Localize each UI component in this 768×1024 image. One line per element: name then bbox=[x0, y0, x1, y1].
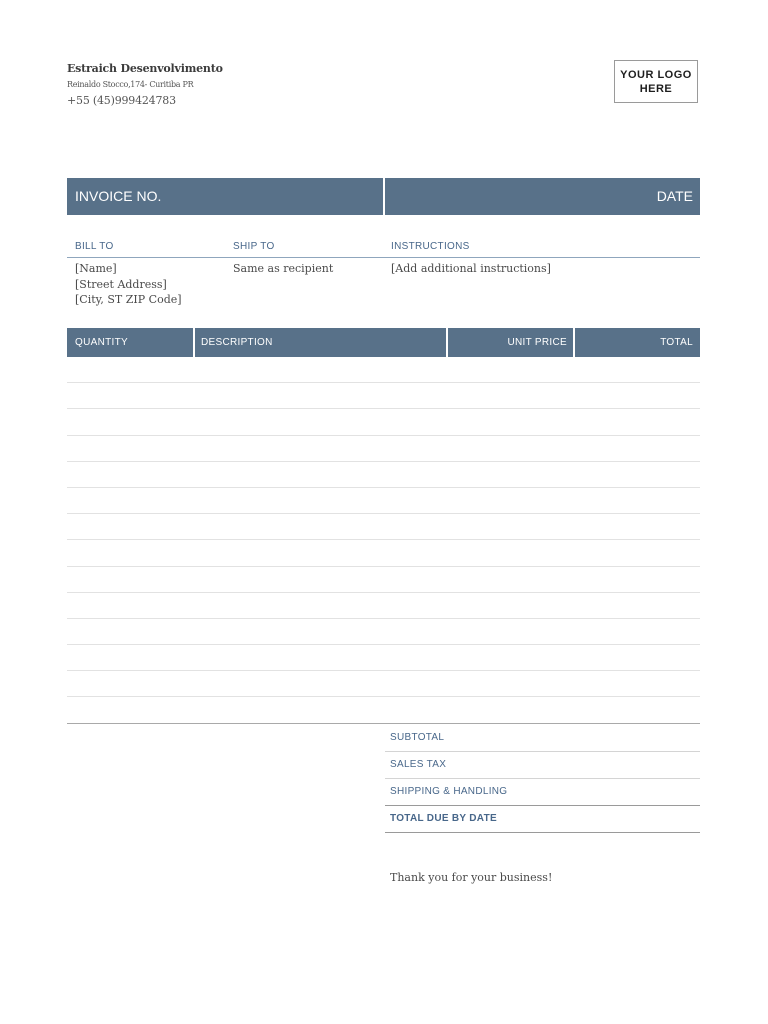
instructions-heading: INSTRUCTIONS bbox=[391, 241, 470, 252]
ship-to-text: Same as recipient bbox=[233, 262, 334, 275]
shipping-handling-label: SHIPPING & HANDLING bbox=[385, 779, 700, 806]
invoice-number-label: INVOICE NO. bbox=[75, 188, 162, 204]
date-band bbox=[385, 178, 700, 215]
instructions-text: [Add additional instructions] bbox=[391, 262, 551, 275]
total-header: TOTAL bbox=[660, 337, 693, 348]
table-row bbox=[67, 409, 700, 435]
total-due-label: TOTAL DUE BY DATE bbox=[385, 806, 700, 833]
date-label: DATE bbox=[656, 188, 693, 204]
bill-to-address bbox=[75, 261, 182, 308]
company-phone: +55 (45)999424783 bbox=[67, 94, 176, 107]
table-row bbox=[67, 645, 700, 671]
table-row bbox=[67, 697, 700, 723]
bill-to-name: [Name] bbox=[75, 262, 117, 275]
table-row bbox=[67, 540, 700, 566]
company-name: Estraich Desenvolvimento bbox=[67, 62, 223, 75]
table-row bbox=[67, 357, 700, 383]
table-row bbox=[67, 567, 700, 593]
bill-to-heading: BILL TO bbox=[75, 241, 114, 252]
description-header: DESCRIPTION bbox=[201, 337, 273, 348]
company-address: Reinaldo Stocco,174- Curitiba PR bbox=[67, 80, 194, 89]
items-table-body bbox=[67, 357, 700, 724]
quantity-header: QUANTITY bbox=[75, 337, 128, 348]
bill-to-street: [Street Address] bbox=[75, 277, 167, 291]
totals-block bbox=[385, 725, 700, 833]
sales-tax-label: SALES TAX bbox=[385, 752, 700, 779]
table-row bbox=[67, 593, 700, 619]
table-row bbox=[67, 671, 700, 697]
table-row bbox=[67, 514, 700, 540]
table-row bbox=[67, 619, 700, 645]
parties-divider bbox=[67, 257, 700, 258]
logo-placeholder: YOUR LOGO HERE bbox=[614, 60, 698, 103]
ship-to-heading: SHIP TO bbox=[233, 241, 275, 252]
table-row bbox=[67, 462, 700, 488]
unit-price-header: UNIT PRICE bbox=[507, 337, 567, 348]
bill-to-city: [City, ST ZIP Code] bbox=[75, 293, 182, 306]
table-row bbox=[67, 488, 700, 514]
subtotal-label: SUBTOTAL bbox=[385, 725, 700, 752]
thank-you-note: Thank you for your business! bbox=[390, 871, 553, 884]
table-row bbox=[67, 383, 700, 409]
table-row bbox=[67, 436, 700, 462]
